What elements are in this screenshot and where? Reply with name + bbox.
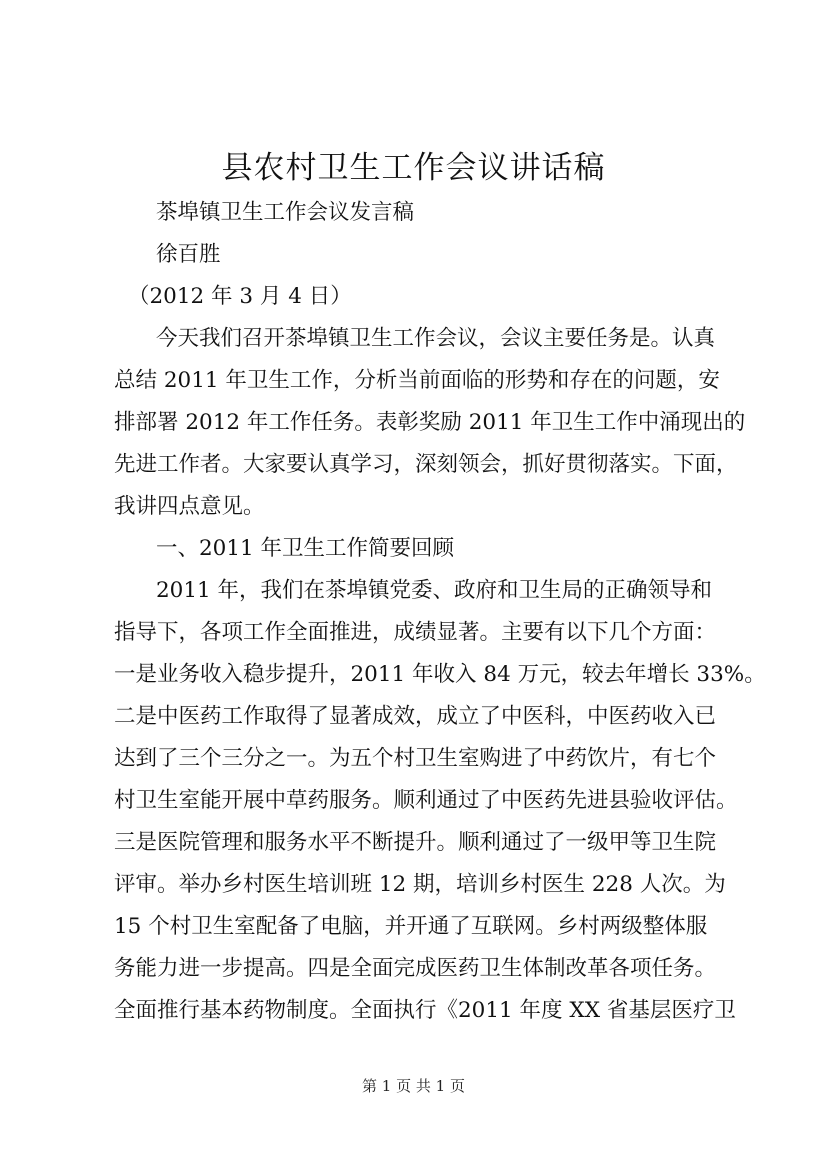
body-line: 今天我们召开茶埠镇卫生工作会议，会议主要任务是。认真: [156, 326, 716, 351]
section-heading: 一、2011 年卫生工作简要回顾: [156, 536, 455, 561]
document-author: 徐百胜: [156, 242, 221, 267]
body-line: 达到了三个三分之一。为五个村卫生室购进了中药饮片，有七个: [114, 746, 717, 771]
document-date: （2012 年 3 月 4 日）: [128, 284, 352, 309]
body-line: 排部署 2012 年工作任务。表彰奖励 2011 年卫生工作中涌现出的: [114, 410, 746, 435]
body-line: 总结 2011 年卫生工作，分析当前面临的形势和存在的问题，安: [114, 368, 720, 393]
body-line: 三是医院管理和服务水平不断提升。顺利通过了一级甲等卫生院: [114, 830, 717, 855]
document-title: 县农村卫生工作会议讲话稿: [221, 150, 606, 186]
body-line: 务能力进一步提高。四是全面完成医药卫生体制改革各项任务。: [114, 956, 717, 981]
body-line: 指导下，各项工作全面推进，成绩显著。主要有以下几个方面：: [114, 620, 717, 645]
body-line: 村卫生室能开展中草药服务。顺利通过了中医药先进县验收评估。: [114, 788, 738, 813]
body-line: 2011 年，我们在茶埠镇党委、政府和卫生局的正确领导和: [156, 578, 713, 603]
document-subtitle: 茶埠镇卫生工作会议发言稿: [156, 200, 415, 225]
body-line: 先进工作者。大家要认真学习，深刻领会，抓好贯彻落实。下面，: [114, 452, 738, 477]
body-line: 全面推行基本药物制度。全面执行《2011 年度 XX 省基层医疗卫: [114, 998, 736, 1023]
page-number-footer: 第 1 页 共 1 页: [362, 1077, 465, 1095]
body-line: 评审。举办乡村医生培训班 12 期，培训乡村医生 228 人次。为: [114, 872, 726, 897]
body-line: 我讲四点意见。: [114, 494, 265, 519]
body-line: 15 个村卫生室配备了电脑，并开通了互联网。乡村两级整体服: [114, 914, 708, 939]
body-line: 一是业务收入稳步提升，2011 年收入 84 万元，较去年增长 33%。: [114, 662, 766, 687]
body-line: 二是中医药工作取得了显著成效，成立了中医科，中医药收入已: [114, 704, 717, 729]
